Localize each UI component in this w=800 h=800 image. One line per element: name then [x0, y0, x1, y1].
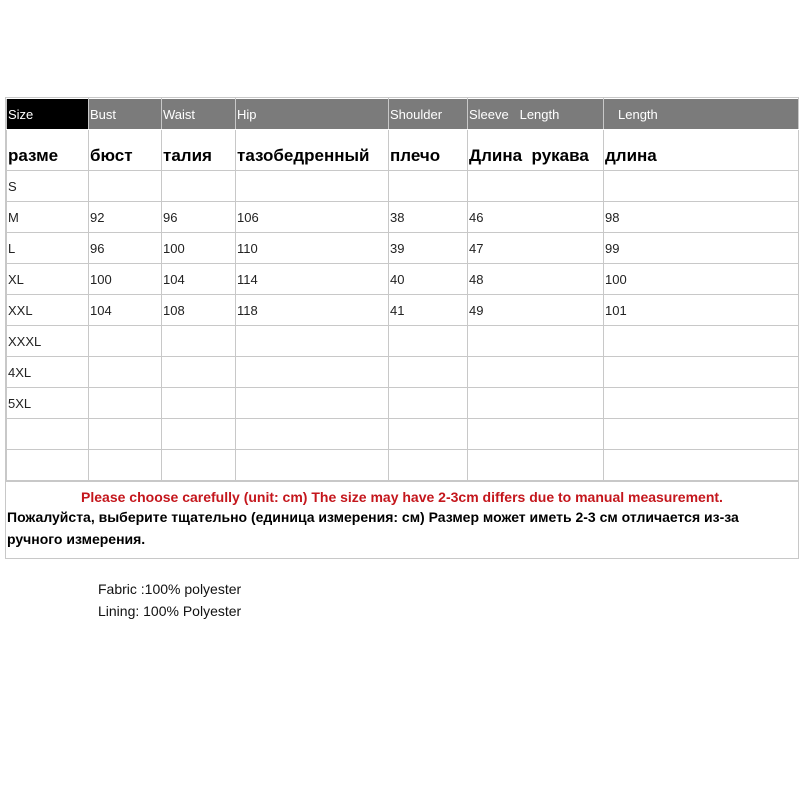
lining-line: Lining: 100% Polyester [98, 603, 242, 619]
table-row [7, 264, 799, 295]
table-cell [389, 450, 468, 481]
table-cell [162, 419, 236, 450]
header-row-ru [7, 130, 799, 171]
table-cell [389, 388, 468, 419]
table-cell [236, 357, 389, 388]
header-bust: Bust [89, 99, 162, 130]
header-shoulder: Shoulder [389, 99, 468, 130]
table-cell [468, 388, 604, 419]
table-cell [468, 357, 604, 388]
table-cell: 96 [162, 202, 236, 233]
table-cell [604, 171, 799, 202]
table-cell [236, 388, 389, 419]
table-cell: 118 [236, 295, 389, 326]
header-ru-sleeve-length: Длина рукава [468, 130, 604, 171]
header-sleeve-length: Sleeve Length [468, 99, 604, 130]
table-cell [7, 419, 89, 450]
table-cell [389, 326, 468, 357]
table-row [7, 450, 799, 481]
table-cell [236, 171, 389, 202]
table-cell [468, 171, 604, 202]
table-cell [89, 171, 162, 202]
table-cell: 108 [162, 295, 236, 326]
header-hip: Hip [236, 99, 389, 130]
notes-block [6, 481, 798, 558]
header-ru-hip: тазобедренный [236, 130, 389, 171]
table-cell: 101 [604, 295, 799, 326]
table-cell: 114 [236, 264, 389, 295]
table-row [7, 295, 799, 326]
table-cell: 98 [604, 202, 799, 233]
table-cell: 41 [389, 295, 468, 326]
table-cell [604, 388, 799, 419]
table-row [7, 388, 799, 419]
table-cell: 40 [389, 264, 468, 295]
table-row [7, 326, 799, 357]
table-cell: 104 [89, 295, 162, 326]
table-cell: XXL [7, 295, 89, 326]
table-cell [389, 419, 468, 450]
table-cell [468, 419, 604, 450]
fabric-line: Fabric :100% polyester [98, 581, 242, 597]
table-cell [236, 326, 389, 357]
table-cell: 47 [468, 233, 604, 264]
table-row [7, 419, 799, 450]
table-cell: XL [7, 264, 89, 295]
header-row [7, 99, 799, 130]
table-body [7, 171, 799, 481]
table-cell [89, 357, 162, 388]
table-cell: 5XL [7, 388, 89, 419]
table-cell: M [7, 202, 89, 233]
table-cell [389, 171, 468, 202]
table-cell [604, 326, 799, 357]
table-cell: 39 [389, 233, 468, 264]
table-cell [236, 419, 389, 450]
table-cell [89, 419, 162, 450]
table-cell: 110 [236, 233, 389, 264]
table-cell [162, 326, 236, 357]
table-cell: L [7, 233, 89, 264]
size-table [6, 98, 799, 481]
table-cell: 104 [162, 264, 236, 295]
table-cell [89, 450, 162, 481]
size-chart [5, 97, 799, 559]
table-cell: 4XL [7, 357, 89, 388]
table-cell [89, 326, 162, 357]
table-cell [89, 388, 162, 419]
table-cell [162, 450, 236, 481]
table-cell: 100 [162, 233, 236, 264]
table-cell [604, 450, 799, 481]
table-cell: 92 [89, 202, 162, 233]
note-russian: Пожалуйста, выберите тщательно (единица измерения: см) Размер может иметь 2-3 см отличается из-за ручного измерения. [7, 509, 739, 547]
header-ru-size: разме [7, 130, 89, 171]
table-cell [604, 419, 799, 450]
table-cell: XXXL [7, 326, 89, 357]
header-size: Size [7, 99, 89, 130]
table-cell: 99 [604, 233, 799, 264]
table-cell [162, 388, 236, 419]
table-row [7, 357, 799, 388]
table-row [7, 171, 799, 202]
header-ru-shoulder: плечо [389, 130, 468, 171]
table-cell: 49 [468, 295, 604, 326]
table-row [7, 202, 799, 233]
header-waist: Waist [162, 99, 236, 130]
table-cell: 100 [89, 264, 162, 295]
header-ru-length: длина [604, 130, 799, 171]
fabric-info [98, 578, 241, 622]
header-length: Length [604, 99, 799, 130]
table-cell: 46 [468, 202, 604, 233]
table-cell [468, 450, 604, 481]
table-cell: S [7, 171, 89, 202]
table-cell [604, 357, 799, 388]
table-cell [7, 450, 89, 481]
table-cell: 100 [604, 264, 799, 295]
table-cell [389, 357, 468, 388]
table-row [7, 233, 799, 264]
table-cell [162, 171, 236, 202]
note-english: Please choose carefully (unit: cm) The size may have 2-3cm differs due to manual measurement. [81, 489, 723, 505]
header-ru-waist: талия [162, 130, 236, 171]
table-cell: 48 [468, 264, 604, 295]
table-cell: 106 [236, 202, 389, 233]
table-cell [468, 326, 604, 357]
header-ru-bust: бюст [89, 130, 162, 171]
table-cell: 38 [389, 202, 468, 233]
table-cell [162, 357, 236, 388]
table-cell [236, 450, 389, 481]
table-cell: 96 [89, 233, 162, 264]
